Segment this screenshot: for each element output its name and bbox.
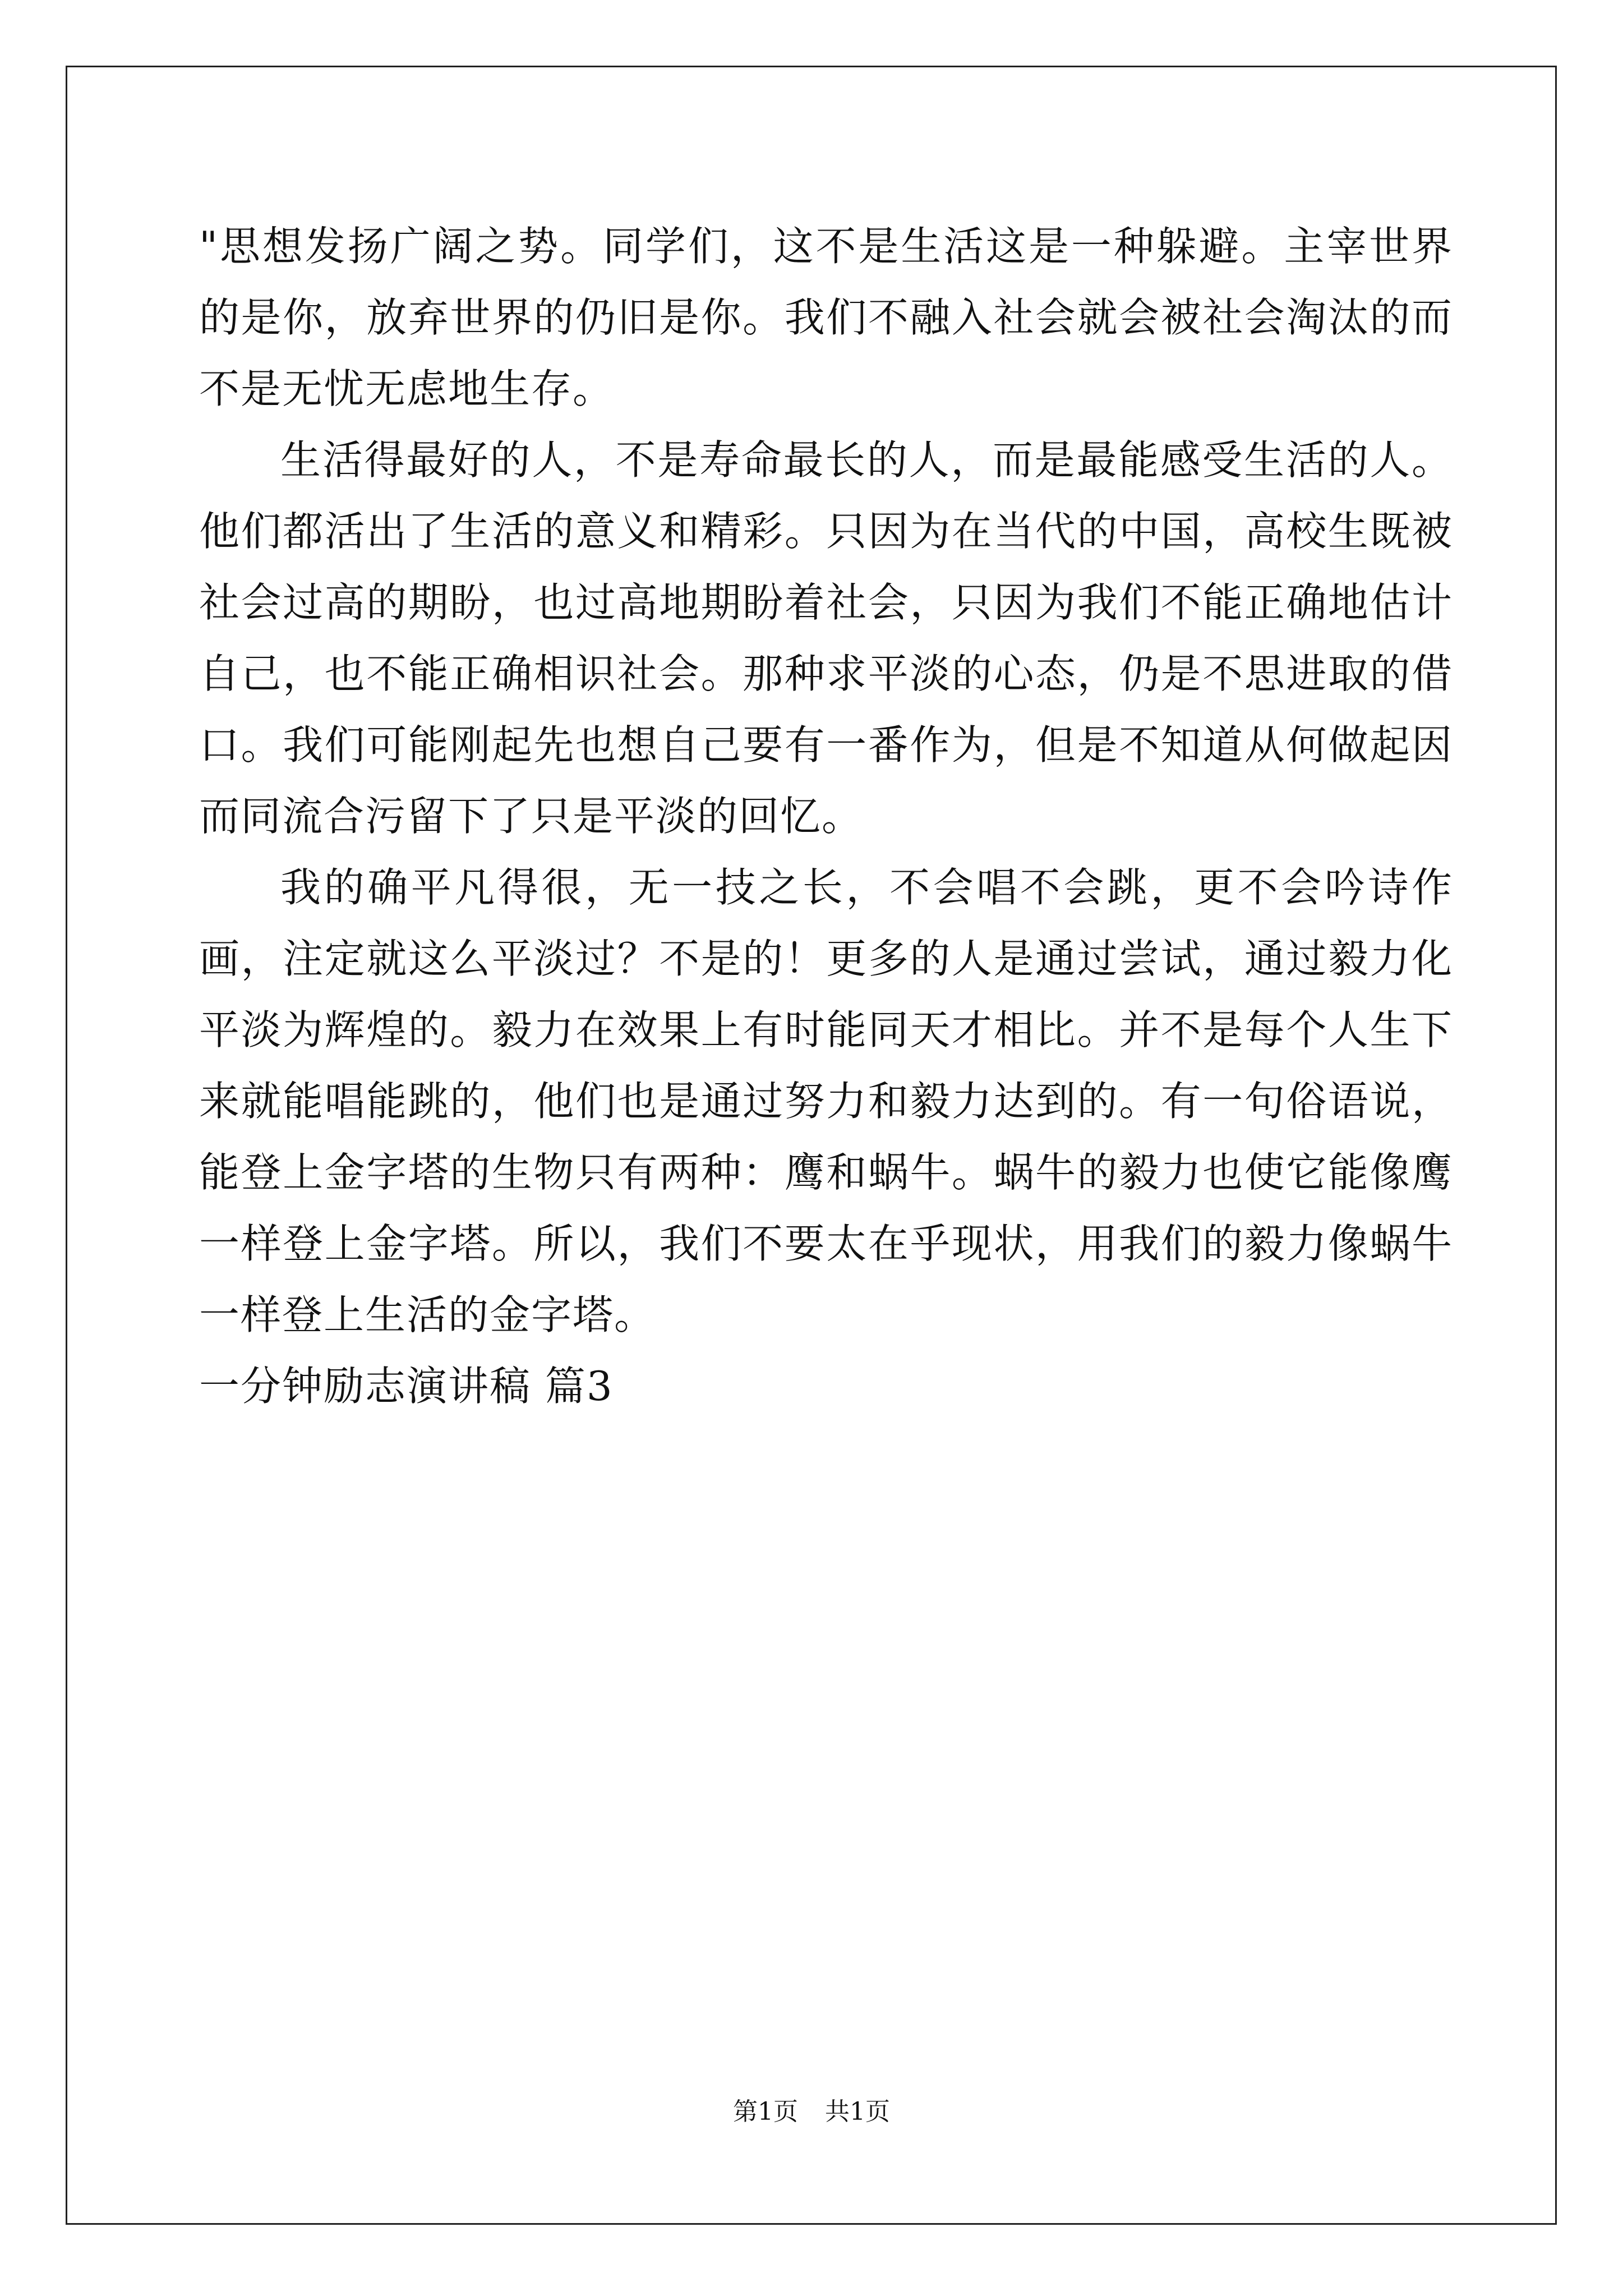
paragraph-3: 我的确平凡得很，无一技之长，不会唱不会跳，更不会吟诗作画，注定就这么平淡过？不是的！更多的人是通过尝试，通过毅力化平淡为辉煌的。毅力在效果上有时能同天才相比。并不是每个人生下来就能唱能跳的，他们也是通过努力和毅力达到的。有一句俗语说，能登上金字塔的生物只有两种：鹰和蜗牛。蜗牛的毅力也使它能像鹰一样登上金字塔。所以，我们不要太在乎现状，用我们的毅力像蜗牛一样登上生活的金字塔。 [199, 864, 1453, 1338]
page-total: 共1页 [825, 2097, 890, 2126]
page-number: 第1页 [733, 2097, 798, 2126]
document-body [199, 211, 1453, 1422]
paragraph-1: "思想发扬广阔之势。同学们，这不是生活这是一种躲避。主宰世界的是你，放弃世界的仍旧是你。我们不融入社会就会被社会淘汰的而不是无忧无虑地生存。 [199, 223, 1453, 412]
page-footer [0, 2095, 1623, 2129]
paragraph-2: 生活得最好的人，不是寿命最长的人，而是最能感受生活的人。他们都活出了生活的意义和精彩。只因为在当代的中国，高校生既被社会过高的期盼，也过高地期盼着社会，只因为我们不能正确地估计自己，也不能正确相识社会。那种求平淡的心态，仍是不思进取的借口。我们可能刚起先也想自己要有一番作为，但是不知道从何做起因而同流合污留下了只是平淡的回忆。 [199, 436, 1453, 840]
section-heading: 一分钟励志演讲稿 篇3 [199, 1363, 614, 1410]
